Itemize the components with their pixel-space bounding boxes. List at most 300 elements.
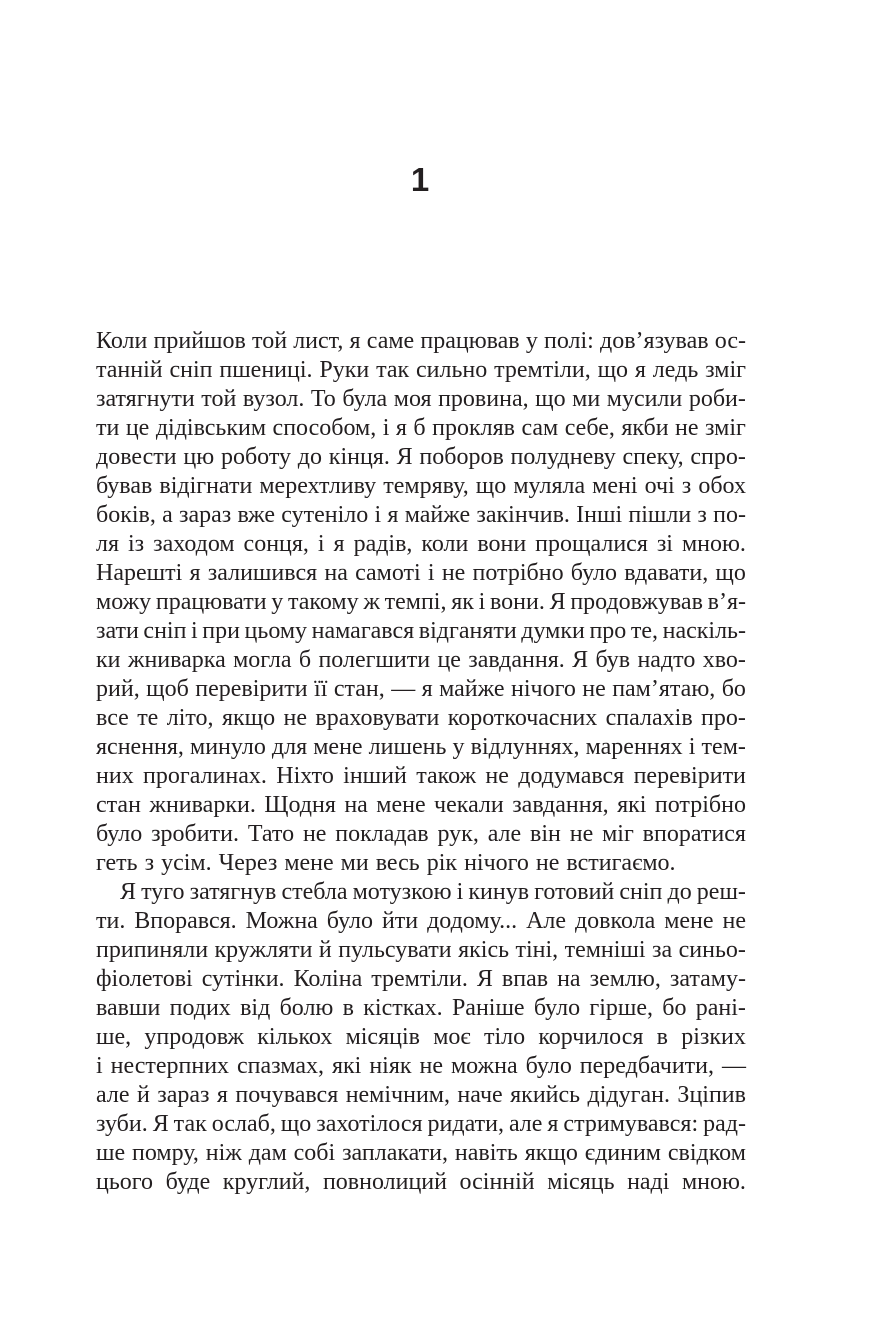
word: також — [416, 763, 477, 789]
word: короткочасних — [447, 705, 598, 731]
word: ос- — [714, 328, 746, 354]
word: вавши — [96, 995, 161, 1021]
word: я — [634, 357, 646, 383]
word: темніші — [564, 937, 646, 963]
word: ти — [96, 415, 120, 441]
word: вузол. — [242, 386, 305, 412]
word: зміг — [705, 357, 746, 383]
word: свідком — [667, 1140, 746, 1166]
word: зуби. — [96, 1111, 148, 1137]
word: якщо — [221, 705, 276, 731]
word: не — [441, 560, 466, 586]
word: місяць — [547, 1169, 615, 1195]
word: вони — [477, 531, 527, 557]
word: сутеніло — [281, 502, 369, 528]
word: стримувався: — [563, 1111, 699, 1137]
text-line — [96, 414, 746, 443]
word: обох — [698, 473, 746, 499]
word: стебла — [281, 879, 348, 905]
word: я — [349, 328, 361, 354]
word: але — [508, 1111, 543, 1137]
word: і — [382, 415, 390, 441]
word: боків, — [96, 502, 156, 528]
word: готовий — [534, 879, 615, 905]
word: геть — [96, 850, 138, 876]
text-line — [96, 1139, 746, 1168]
word: ти. — [96, 908, 126, 934]
word: цю — [183, 444, 215, 470]
word: було — [533, 995, 581, 1021]
text-line — [96, 1110, 746, 1139]
word: тем- — [701, 734, 746, 760]
text-line — [96, 704, 746, 733]
word: впоратися — [642, 821, 746, 847]
word: на — [344, 792, 368, 818]
word: що — [475, 473, 507, 499]
word: пшениці. — [219, 357, 313, 383]
word: літо, — [166, 705, 214, 731]
word: надто — [637, 647, 696, 673]
word: зараз — [179, 502, 232, 528]
word: з — [697, 502, 707, 528]
word: цього — [96, 1169, 154, 1195]
word: я — [421, 676, 433, 702]
word: припиняли — [96, 937, 209, 963]
word: нестерпних — [110, 1053, 230, 1079]
text-line — [96, 965, 746, 994]
word: ослаб, — [211, 1111, 276, 1137]
word: зміг — [705, 415, 746, 441]
word: наче — [457, 1082, 503, 1108]
word: фіолетові — [96, 966, 193, 992]
word: й — [318, 937, 332, 963]
word: міг — [602, 821, 634, 847]
word: синьо- — [678, 937, 746, 963]
word: місяців — [345, 1024, 420, 1050]
word: з — [681, 473, 692, 499]
word: упродовж — [144, 1024, 244, 1050]
word: враховувати — [315, 705, 440, 731]
text-line — [96, 327, 746, 356]
word: стан — [96, 792, 141, 818]
word: мерехтливу — [259, 473, 377, 499]
word: мені — [592, 473, 638, 499]
word: щоб — [146, 676, 189, 702]
word: сонця, — [243, 531, 309, 557]
word: єдиним — [584, 1140, 661, 1166]
word: які — [617, 792, 647, 818]
word: рук, — [437, 821, 479, 847]
word: спазмах, — [237, 1053, 324, 1079]
word: і — [191, 618, 198, 644]
word: прокляв — [432, 415, 515, 441]
word: на — [324, 560, 348, 586]
word: думки — [521, 618, 585, 644]
text-line — [96, 356, 746, 385]
word: мене — [284, 850, 334, 876]
word: намагався — [311, 618, 415, 644]
word: минуло — [190, 734, 266, 760]
word: так — [376, 357, 410, 383]
word: майже — [439, 676, 505, 702]
word: при — [202, 618, 240, 644]
word: сніп — [619, 879, 663, 905]
word: із — [127, 531, 145, 557]
word: дідівським — [155, 415, 267, 441]
text-line — [96, 385, 746, 414]
word: жниварки. — [149, 792, 256, 818]
word: стан, — [333, 676, 385, 702]
word: Раніше — [451, 995, 525, 1021]
word: рий, — [96, 676, 140, 702]
text-line — [96, 530, 746, 559]
word: мусили — [606, 386, 683, 412]
word: заходом — [153, 531, 235, 557]
word: пам’ятаю, — [612, 676, 716, 702]
word: кількох — [257, 1024, 333, 1050]
word: по- — [713, 502, 746, 528]
word: мною. — [681, 1169, 746, 1195]
word: як — [451, 589, 474, 615]
word: що — [597, 357, 629, 383]
word: якщо — [524, 1140, 578, 1166]
word: темпі, — [384, 589, 447, 615]
word: пішли — [628, 502, 692, 528]
word: лист, — [293, 328, 344, 354]
paragraph — [96, 878, 746, 1197]
word: бував — [96, 473, 153, 499]
text-line — [96, 559, 746, 588]
word: навіть — [454, 1140, 518, 1166]
word: було — [570, 560, 617, 586]
word: Коли — [96, 328, 148, 354]
text-line — [96, 443, 746, 472]
word: працював — [420, 328, 520, 354]
word: зі — [656, 531, 673, 557]
word: ки — [96, 647, 121, 673]
word: різких — [681, 1024, 746, 1050]
word: а — [162, 502, 173, 528]
word: я — [333, 531, 345, 557]
word: відлуннях, — [470, 734, 580, 760]
word: Я — [549, 589, 566, 615]
word: усім. — [161, 850, 212, 876]
word: й — [136, 1082, 150, 1108]
word: тремтіли, — [494, 357, 591, 383]
word: так — [173, 1111, 207, 1137]
word: але — [487, 821, 522, 847]
word: такому — [287, 589, 359, 615]
word: круглий, — [222, 1169, 311, 1195]
text-line — [96, 878, 746, 907]
word: весь — [375, 850, 420, 876]
word: цьому — [244, 618, 308, 644]
word: Я — [476, 966, 493, 992]
word: сам — [521, 415, 559, 441]
word: я — [395, 415, 407, 441]
word: захотілося — [316, 1111, 423, 1137]
word: за — [652, 937, 673, 963]
word: і — [374, 502, 382, 528]
word: перевірити — [195, 676, 308, 702]
word: чекали — [434, 792, 504, 818]
word: поборов — [419, 444, 504, 470]
word: ше, — [96, 1024, 132, 1050]
word: довести — [96, 444, 177, 470]
word: корчилося — [538, 1024, 644, 1050]
text-line — [96, 1081, 746, 1110]
word: буде — [165, 1169, 211, 1195]
text-line — [96, 791, 746, 820]
word: Ніхто — [276, 763, 334, 789]
word: кістках. — [363, 995, 443, 1021]
word: спеку, — [622, 444, 684, 470]
word: сильно — [416, 357, 488, 383]
word: туго — [141, 879, 185, 905]
word: моє — [433, 1024, 471, 1050]
word: до — [667, 879, 692, 905]
word: якби — [621, 415, 669, 441]
word: могла — [233, 647, 292, 673]
word: завдання. — [468, 647, 565, 673]
word: Нарешті — [96, 560, 183, 586]
word: Зціпив — [677, 1082, 746, 1108]
word: для — [271, 734, 308, 760]
word: довкола — [574, 908, 656, 934]
word: повнолиций — [322, 1169, 447, 1195]
word: він — [530, 821, 561, 847]
word: і — [478, 589, 486, 615]
word: сутінки. — [201, 966, 285, 992]
word: очі — [644, 473, 675, 499]
paragraph — [96, 327, 746, 878]
word: ми — [572, 386, 601, 412]
word: відігнати — [159, 473, 253, 499]
word: Руки — [319, 357, 370, 383]
word: яснення, — [96, 734, 184, 760]
word: залишився — [207, 560, 318, 586]
word: була — [342, 386, 388, 412]
word: був — [595, 647, 631, 673]
word: вдавати, — [624, 560, 709, 586]
word: зати — [96, 618, 139, 644]
word: але — [96, 1082, 130, 1108]
word: подих — [169, 995, 231, 1021]
word: все — [96, 705, 129, 731]
word: не — [569, 821, 594, 847]
word: Через — [218, 850, 278, 876]
text-line — [96, 762, 746, 791]
word: — — [391, 676, 416, 702]
word: якийсь — [510, 1082, 581, 1108]
word: вони. — [490, 589, 545, 615]
word: не — [675, 415, 699, 441]
word: Тато — [247, 821, 295, 847]
word: ридати, — [427, 1111, 504, 1137]
word: роботу — [220, 444, 292, 470]
word: бо — [721, 676, 746, 702]
word: завдання, — [512, 792, 609, 818]
word: полудневу — [510, 444, 616, 470]
word: мене — [664, 908, 714, 934]
word: і — [427, 560, 435, 586]
text-line — [96, 501, 746, 530]
word: рік — [426, 850, 458, 876]
word: потрібно — [472, 560, 564, 586]
word: самоті — [355, 560, 421, 586]
word: муляла — [513, 473, 586, 499]
word: я — [387, 502, 399, 528]
word: себе, — [564, 415, 615, 441]
text-line — [96, 675, 746, 704]
word: полі: — [543, 328, 594, 354]
word: тремтіли. — [371, 966, 468, 992]
word: я — [189, 560, 201, 586]
word: радів, — [353, 531, 413, 557]
word: спро- — [690, 444, 746, 470]
word: перевірити — [633, 763, 746, 789]
word: Я — [396, 444, 413, 470]
word: прийшов — [153, 328, 246, 354]
word: саме — [366, 328, 415, 354]
word: якісь — [458, 937, 510, 963]
word: Щодня — [264, 792, 336, 818]
word: коли — [421, 531, 469, 557]
word: дов’язував — [600, 328, 709, 354]
word: що — [715, 560, 746, 586]
word: в’я- — [707, 589, 746, 615]
word: жниварка — [127, 647, 226, 673]
word: закінчив. — [476, 502, 570, 528]
text-line — [96, 849, 746, 878]
word: кінця. — [328, 444, 390, 470]
word: не — [485, 763, 509, 789]
text-line — [96, 733, 746, 762]
word: до — [297, 444, 323, 470]
word: затаму- — [669, 966, 746, 992]
word: від — [240, 995, 271, 1021]
word: рані- — [695, 995, 746, 1021]
word: встигаємо. — [566, 850, 676, 876]
word: не — [535, 850, 560, 876]
word: не — [582, 676, 606, 702]
word: землю, — [589, 966, 661, 992]
word: сніп — [143, 618, 187, 644]
word: у — [525, 328, 538, 354]
word: наді — [627, 1169, 670, 1195]
word: впав — [501, 966, 549, 992]
word: що — [280, 1111, 312, 1137]
word: я — [216, 1082, 228, 1108]
word: бо — [662, 995, 687, 1021]
word: гірше, — [589, 995, 653, 1021]
text-line — [96, 1168, 746, 1197]
word: потрібно — [654, 792, 746, 818]
text-line — [96, 472, 746, 501]
word: роби- — [688, 386, 746, 412]
word: тіні, — [515, 937, 559, 963]
word: не — [419, 1053, 443, 1079]
word: дам — [248, 1140, 287, 1166]
word: у — [452, 734, 465, 760]
word: затягнути — [96, 386, 195, 412]
word: дідуган. — [587, 1082, 670, 1108]
word: кинув — [468, 879, 530, 905]
word: і — [96, 1053, 103, 1079]
word: осінній — [459, 1169, 535, 1195]
word: не — [302, 821, 327, 847]
text-line — [96, 617, 746, 646]
word: б — [298, 647, 312, 673]
word: про — [589, 618, 627, 644]
word: ж — [363, 589, 380, 615]
word: додумався — [518, 763, 625, 789]
word: заплакати, — [342, 1140, 449, 1166]
word: мотузкою — [352, 879, 452, 905]
word: танній — [96, 357, 163, 383]
word: в — [342, 995, 354, 1021]
word: мною. — [681, 531, 746, 557]
word: продовжував — [570, 589, 703, 615]
word: було — [326, 908, 373, 934]
word: мене — [313, 734, 363, 760]
word: рад- — [703, 1111, 746, 1137]
chapter-body — [96, 327, 746, 1197]
word: Впорався. — [134, 908, 237, 934]
word: ніяк — [369, 1053, 412, 1079]
word: було — [96, 821, 143, 847]
word: — — [721, 1053, 746, 1079]
word: працювати — [155, 589, 267, 615]
word: мене — [376, 792, 426, 818]
word: немічним, — [345, 1082, 450, 1108]
word: спалахів — [605, 705, 693, 731]
word: Можна — [245, 908, 318, 934]
word: них — [96, 763, 134, 789]
text-line — [96, 936, 746, 965]
word: її — [314, 676, 328, 702]
word: Я — [120, 879, 137, 905]
word: тіло — [483, 1024, 526, 1050]
word: болю — [279, 995, 334, 1021]
word: можу — [96, 589, 152, 615]
word: ля — [96, 531, 120, 557]
word: в — [656, 1024, 668, 1050]
word: полегшити — [318, 647, 431, 673]
text-line — [96, 646, 746, 675]
word: кружляти — [214, 937, 313, 963]
word: наскіль- — [662, 618, 746, 644]
word: нічого — [464, 850, 529, 876]
word: і — [317, 531, 325, 557]
word: з — [144, 850, 155, 876]
word: це — [125, 415, 150, 441]
word: ніж — [205, 1140, 242, 1166]
word: не — [283, 705, 308, 731]
word: реш- — [696, 879, 746, 905]
word: способом, — [272, 415, 377, 441]
word: можна — [450, 1053, 518, 1079]
word: те — [137, 705, 159, 731]
word: нічого — [510, 676, 576, 702]
word: помру, — [132, 1140, 199, 1166]
word: б — [413, 415, 426, 441]
word: пульсувати — [338, 937, 452, 963]
text-line — [96, 994, 746, 1023]
word: я — [547, 1111, 559, 1137]
word: відганяти — [418, 618, 517, 644]
chapter-number: 1 — [410, 161, 430, 198]
